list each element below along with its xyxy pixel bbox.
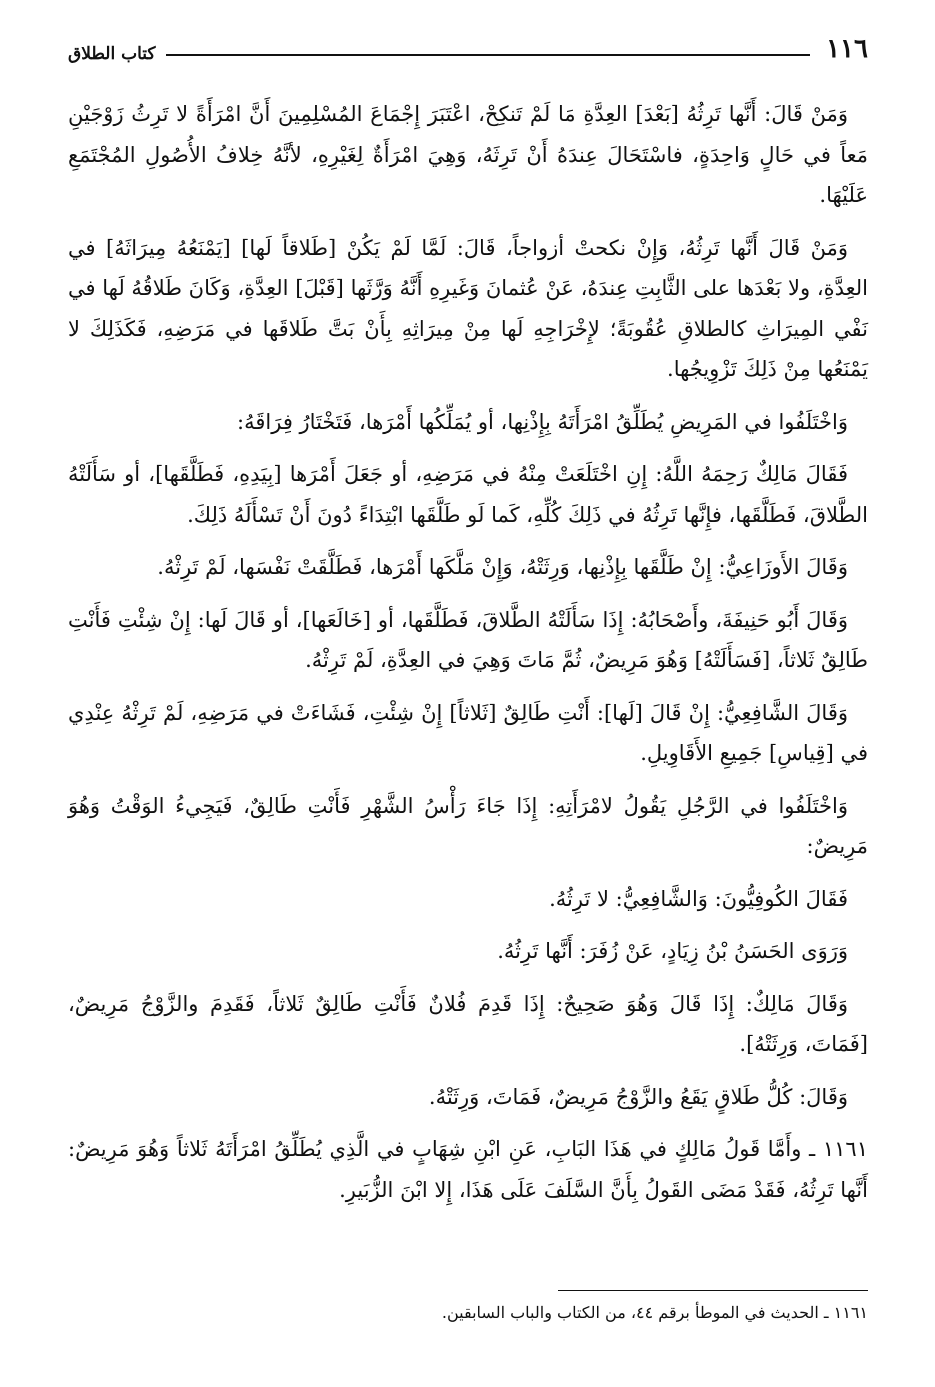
paragraph: وَقَالَ مَالِكٌ: إِذَا قَالَ وَهُوَ صَحِيحٌ: إِذَا قَدِمَ فُلانٌ فَأَنْتِ طَالِقٌ ثَلاثاً، فَقَدِمَ والزَّوْجُ مَرِيضٌ، [فَمَاتَ، وَرِثَتْهُ]. <box>68 991 868 1056</box>
paragraph: وَقَالَ: كُلُّ طَلاقٍ يَقَعُ والزَّوْجُ مَرِيضٌ، فَمَاتَ، وَرِثَتْهُ. <box>428 1084 848 1109</box>
paragraph: فَقَالَ مَالِكٌ رَحِمَهُ اللَّهُ: إِنِ اخْتَلَعَتْ مِنْهُ في مَرَضِهِ، أو جَعَلَ أَمْرَها [بِيَدِهِ، فَطَلَّقَها]، أو سَأَلَتْهُ الطَّلاقَ، فَطَلَّقَها، فإِنَّها تَرِثُهُ في ذَلِكَ كُلِّهِ، كَما لَو طَلَّقَها ابْتِدَاءً دُونَ أَنْ تَسْأَلَهُ ذَلِكَ. <box>68 462 868 527</box>
paragraph: وَرَوَى الحَسَنُ بْنُ زِيَادٍ، عَنْ زُفَرَ: أَنَّها تَرِثُهُ. <box>497 939 848 963</box>
paragraph: وَمَنْ قَالَ: أَنَّها تَرِثُهُ [بَعْدَ] العِدَّةِ مَا لَمْ تَنكِحْ، اعْتَبَرَ إِجْمَاعَ المُسْلِمِينَ أَنَّ امْرَأَةً لا تَرِثُ زَوْجَيْنِ مَعاً في حَالٍ وَاحِدَةٍ، فاسْتَحَالَ عِندَهُ أَنْ تَرِثَهُ، وَهِيَ امْرَأَةٌ لِغَيْرِهِ، لأنَّهُ خِلافُ الأُصُولِ المُجْتَمَعِ عَلَيْهَا. <box>68 102 868 207</box>
paragraph: وَمَنْ قَالَ أَنَّها تَرِثُهُ، وَإِنْ نكحتْ أزواجاً، قَالَ: لَمَّا لَمْ يَكُنْ [طَلاقاً لَها] [يَمْنَعُهُ مِيرَاثَهُ] في العِدَّةِ، ولا بَعْدَها على الثَّابِتِ عِندَهُ، عَنْ عُثمانَ وَغَيرِهِ أَنَّهُ وَرَّثَها [قَبْلَ] العِدَّةِ، وَكَانَ طَلاقُهُ لَها في نَفْي المِيرَاثِ كالطلاقِ عُقُوبَةً؛ لإِخْرَاجِهِ لَها مِنْ مِيرَاثِهِ بِأَنْ بَتَّ طَلاقَها في مَرَضِهِ، فَكَذَلِكَ لا يَمْنَعُها مِنْ ذَلِكَ تَزْوِيجُها. <box>68 235 868 381</box>
paragraph: وَاخْتَلَفُوا في الرَّجُلِ يَقُولُ لامْرَأَتِهِ: إِذَا جَاءَ رَأْسُ الشَّهْرِ فَأَنْتِ طَالِقٌ، فَيَجِيءُ الوَقْتُ وَهُوَ مَرِيضٌ: <box>68 793 868 858</box>
page-number: ١١٦ <box>826 34 868 64</box>
footnote: ١١٦١ ـ الحديث في الموطأ برقم ٤٤، من الكتاب والباب السابقين. <box>441 1303 868 1322</box>
book-title: كتاب الطلاق <box>68 44 156 64</box>
paragraph: وَقَالَ الأَوزَاعِيُّ: إِنْ طَلَّقَها بِإِذْنِها، وَرِثَتْهُ، وَإِنْ مَلَّكَها أَمْرَها، فَطَلَّقَتْ نَفْسَها، لَمْ تَرِثْهُ. <box>157 555 848 579</box>
footnote-rule <box>558 1290 868 1291</box>
body-text <box>68 94 868 1210</box>
paragraph: وَاخْتَلَفُوا في المَرِيضِ يُطَلِّقُ امْرَأَتَهُ بِإِذْنِها، أو يُمَلِّكُها أَمْرَها، فَتَخْتَارُ فِرَاقَهُ: <box>237 409 848 434</box>
header-rule <box>166 54 811 56</box>
paragraph: فَقَالَ الكُوفِيُّونَ: وَالشَّافِعِيُّ: لا تَرِثُهُ. <box>549 886 848 911</box>
document-page <box>68 28 868 1322</box>
paragraph: وَقَالَ الشَّافِعِيُّ: إِنْ قَالَ [لَها]: أَنْتِ طَالِقٌ [ثَلاثاً] إِنْ شِئْتِ، فَشَاءَتْ في مَرَضِهِ، لَمْ تَرِثْهُ عِنْدِي في [قِياسِ] جَمِيعِ الأَقَاوِيلِ. <box>68 700 868 765</box>
paragraph: وَقَالَ أَبُو حَنِيفَةَ، وأَصْحَابُهُ: إِذَا سَأَلَتْهُ الطَّلاقَ، فَطَلَّقَها، أو [خَالَعَها]، أو قَالَ لَها: إِنْ شِئْتِ فَأَنْتِ طَالِقٌ ثَلاثاً، [فَسَأَلَتْهُ] وَهُوَ مَرِيضٌ، ثُمَّ مَاتَ وَهِيَ في العِدَّةِ، لَمْ تَرِثْهُ. <box>68 607 868 672</box>
running-header <box>68 28 868 64</box>
hadith-paragraph: ١١٦١ ـ وأَمَّا قَولُ مَالِكٍ في هَذَا البَابِ، عَنِ ابْنِ شِهَابٍ في الَّذِي يُطَلِّقُ امْرَأَتَهُ ثَلاثاً وَهُوَ مَرِيضٌ: أَنَّها تَرِثُهُ، فَقَدْ مَضَى القَولُ بِأَنَّ السَّلَفَ عَلَى هَذَا، إِلا ابْنَ الزُّبَيرِ. <box>68 1137 868 1202</box>
